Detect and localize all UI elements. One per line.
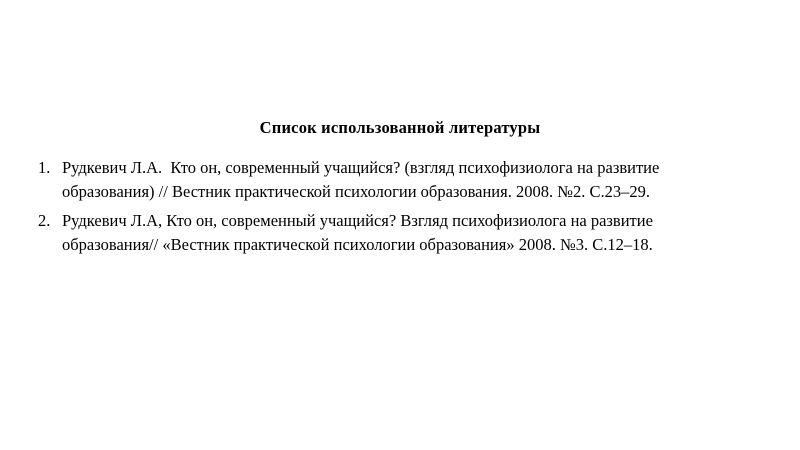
- list-item: [38, 209, 702, 257]
- page-title: Список использованной литературы: [259, 118, 541, 137]
- list-item-number: 1.: [38, 158, 51, 177]
- list-item: [38, 156, 702, 204]
- list-item-number: 2.: [38, 211, 51, 230]
- list-item-text: Рудкевич Л.А, Кто он, современный учащийся? Взгляд психофизиолога на развитие образования// «Вестник практической психологии образования» 2008. №3. С.12–18.: [62, 211, 658, 254]
- reference-list: [38, 156, 702, 262]
- list-item-text: Рудкевич Л.А. Кто он, современный учащийся? (взгляд психофизиолога на развитие образования) // Вестник практической психологии образования. 2008. №2. С.23–29.: [62, 158, 664, 201]
